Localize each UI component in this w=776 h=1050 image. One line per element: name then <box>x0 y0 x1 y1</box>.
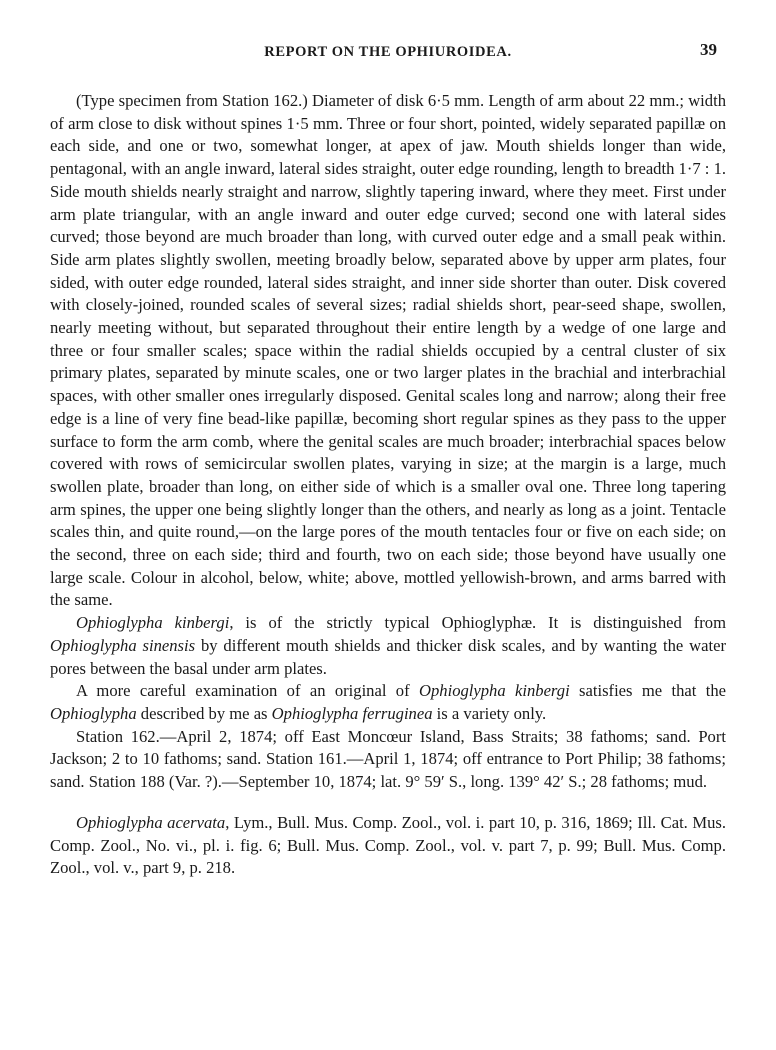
taxon-name: Ophioglypha acervata <box>76 812 226 832</box>
remark-text: by different mouth shields and thicker disk scales, and by wanting the water pores between the basal under arm plates. <box>50 635 726 678</box>
taxon-name: Ophioglypha <box>50 703 137 723</box>
remark-text: , is of the strictly typical Ophioglyphæ. It is distinguished from <box>229 613 727 633</box>
remark-text: is a variety only. <box>432 703 547 723</box>
taxon-name: Ophioglypha kinbergi <box>76 613 230 633</box>
page-number: 39 <box>700 40 717 59</box>
taxon-name: Ophioglypha sinensis <box>50 635 196 655</box>
station-records: Station 162.—April 2, 1874; off East Moncœur Island, Bass Straits; 38 fathoms; sand. Port Jackson; 2 to 10 fathoms; sand. Station 161.—April 1, 1874; off entrance to Port Philip; 38 fathoms; sand. Station 188 (Var. ?).—September 10, 1874; lat. 9° 59′ S., long. 139° 42′ S.; 28 fathoms; mud. <box>50 726 726 792</box>
remark-text: described by me as <box>136 703 272 723</box>
taxon-name: Ophioglypha kinbergi <box>419 681 570 701</box>
remark-kinbergi <box>50 612 726 680</box>
body-text <box>50 90 726 880</box>
running-title: REPORT ON THE OPHIUROIDEA. <box>264 44 512 60</box>
citation-text: , Lym., Bull. Mus. Comp. Zool., vol. i. part 10, p. 316, 1869; Ill. Cat. Mus. Comp. Zool., No. vi., pl. i. fig. 6; Bull. Mus. Comp. Zool., vol. v. part 7, p. 99; Bull. Mus. Comp. Zool., vol. v., part 9, p. 218. <box>50 812 726 878</box>
remark-text: satisfies me that the <box>569 681 726 701</box>
remark-text: A more careful examination of an original of <box>76 681 419 701</box>
remark-examination <box>50 680 726 725</box>
taxon-name: Ophioglypha ferruginea <box>271 703 433 723</box>
next-species-entry <box>50 812 726 880</box>
species-description: (Type specimen from Station 162.) Diameter of disk 6·5 mm. Length of arm about 22 mm.; width of arm close to disk without spines 1·5 mm. Three or four short, pointed, widely separated papillæ on each side, and one or two, somewhat longer, at apex of jaw. Mouth shields longer than wide, pentagonal, with an angle inward, lateral sides straight, outer edge rounding, length to breadth 1·7 : 1. Side mouth shields nearly straight and narrow, slightly tapering inward, where they meet. First under arm plate triangular, with an angle inward and outer edge curved; second one with lateral sides curved; those beyond are much broader than long, with curved outer edge and a small peak within. Side arm plates slightly swollen, meeting broadly below, separated above by upper arm plates, four sided, with outer edge rounded, lateral sides straight, and inner side shorter than outer. Disk covered with closely-joined, rounded scales of several sizes; radial shields short, pear-seed shape, swollen, nearly meeting without, but separated throughout their entire length by a wedge of one large and three or four smaller scales; space within the radial shields occupied by a central cluster of six primary plates, separated by minute scales, one or two larger plates in the brachial and interbrachial spaces, with other smaller ones irregularly disposed. Genital scales long and narrow; along their free edge is a line of very fine bead-like papillæ, becoming short regular spines as they pass to the upper surface to form the arm comb, where the genital scales are much broader; interbrachial spaces below covered with rows of semicircular swollen plates, varying in size; at the margin is a large, much swollen plate, broader than long, on either side of which is a smaller oval one. Three long tapering arm spines, the upper one being slightly longer than the others, and nearly as long as a joint. Tentacle scales thin, and quite round,—on the large pores of the mouth tentacles four or five on each side; on the second, three on each side; third and fourth, two on each side; those beyond have usually one large scale. Colour in alcohol, below, white; above, mottled yellowish-brown, and arms barred with the same. <box>50 91 727 610</box>
